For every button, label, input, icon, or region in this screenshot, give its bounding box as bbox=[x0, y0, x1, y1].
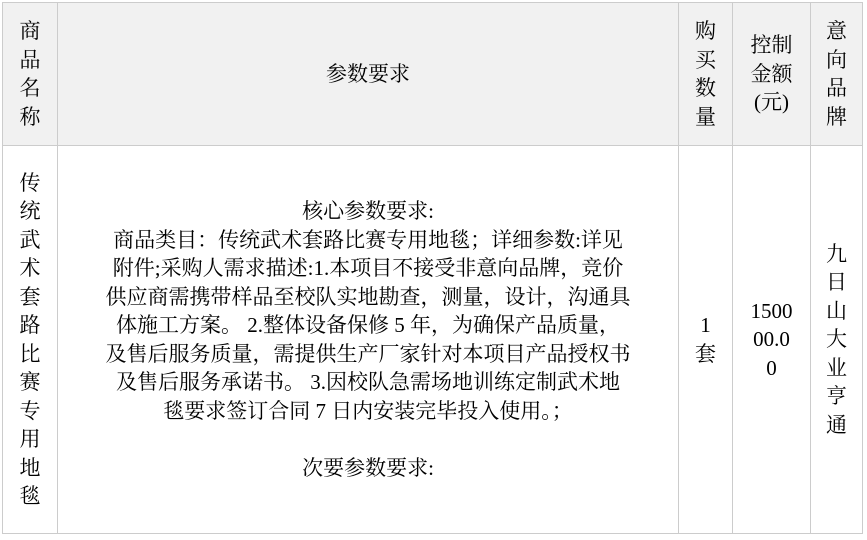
cell-purchase-quantity bbox=[679, 146, 733, 534]
product-name-text: 传统武术套路比赛专用地毯 bbox=[19, 170, 41, 508]
param-line: 核心参数要求: bbox=[302, 199, 434, 223]
param-line: 附件;采购人需求描述:1.本项目不接受非意向品牌，竞价 bbox=[112, 256, 624, 280]
intended-brand-text: 九日山大业亨通 bbox=[826, 241, 847, 437]
param-line: 供应商需携带样品至校队实地勘查，测量，设计，沟通具 bbox=[105, 284, 631, 309]
table-header-row bbox=[3, 3, 863, 146]
cell-control-amount bbox=[733, 146, 811, 534]
column-header-control-amount bbox=[733, 3, 811, 146]
column-header-control-amount-label: 控制金额(元) bbox=[750, 33, 793, 115]
column-header-intended-brand bbox=[811, 3, 863, 146]
column-header-product-name bbox=[3, 3, 58, 146]
param-line: 次要参数要求: bbox=[302, 455, 434, 480]
column-header-intended-brand-label: 意向品牌 bbox=[826, 19, 847, 129]
param-line: 体施工方案。 2.整体设备保修 5 年，为确保产品质量， bbox=[116, 313, 620, 337]
column-header-purchase-quantity bbox=[679, 3, 733, 146]
control-amount-value: 150000.00 bbox=[750, 298, 793, 380]
cell-product-name bbox=[3, 146, 58, 534]
param-line: 及售后服务质量，需提供生产厂家针对本项目产品授权书 bbox=[105, 341, 631, 366]
cell-intended-brand bbox=[811, 146, 863, 534]
column-header-product-name-label: 商品名称 bbox=[19, 19, 41, 129]
param-line: 毯要求签订合同 7 日内安装完毕投入使用。； bbox=[163, 398, 573, 423]
cell-parameter-requirements bbox=[58, 146, 679, 534]
param-line: 商品类目：传统武术套路比赛专用地毯；详细参数:详见 bbox=[113, 227, 623, 252]
param-line-blank bbox=[58, 425, 678, 454]
table-row bbox=[3, 146, 863, 534]
purchase-quantity-value: 1 套 bbox=[695, 313, 716, 366]
procurement-requirements-table bbox=[2, 2, 863, 534]
column-header-parameter-requirements bbox=[58, 3, 679, 146]
param-line: 及售后服务承诺书。 3.因校队急需场地训练定制武术地 bbox=[116, 370, 620, 394]
column-header-purchase-quantity-label: 购买数量 bbox=[695, 19, 716, 129]
column-header-parameter-requirements-label: 参数要求 bbox=[326, 61, 410, 86]
